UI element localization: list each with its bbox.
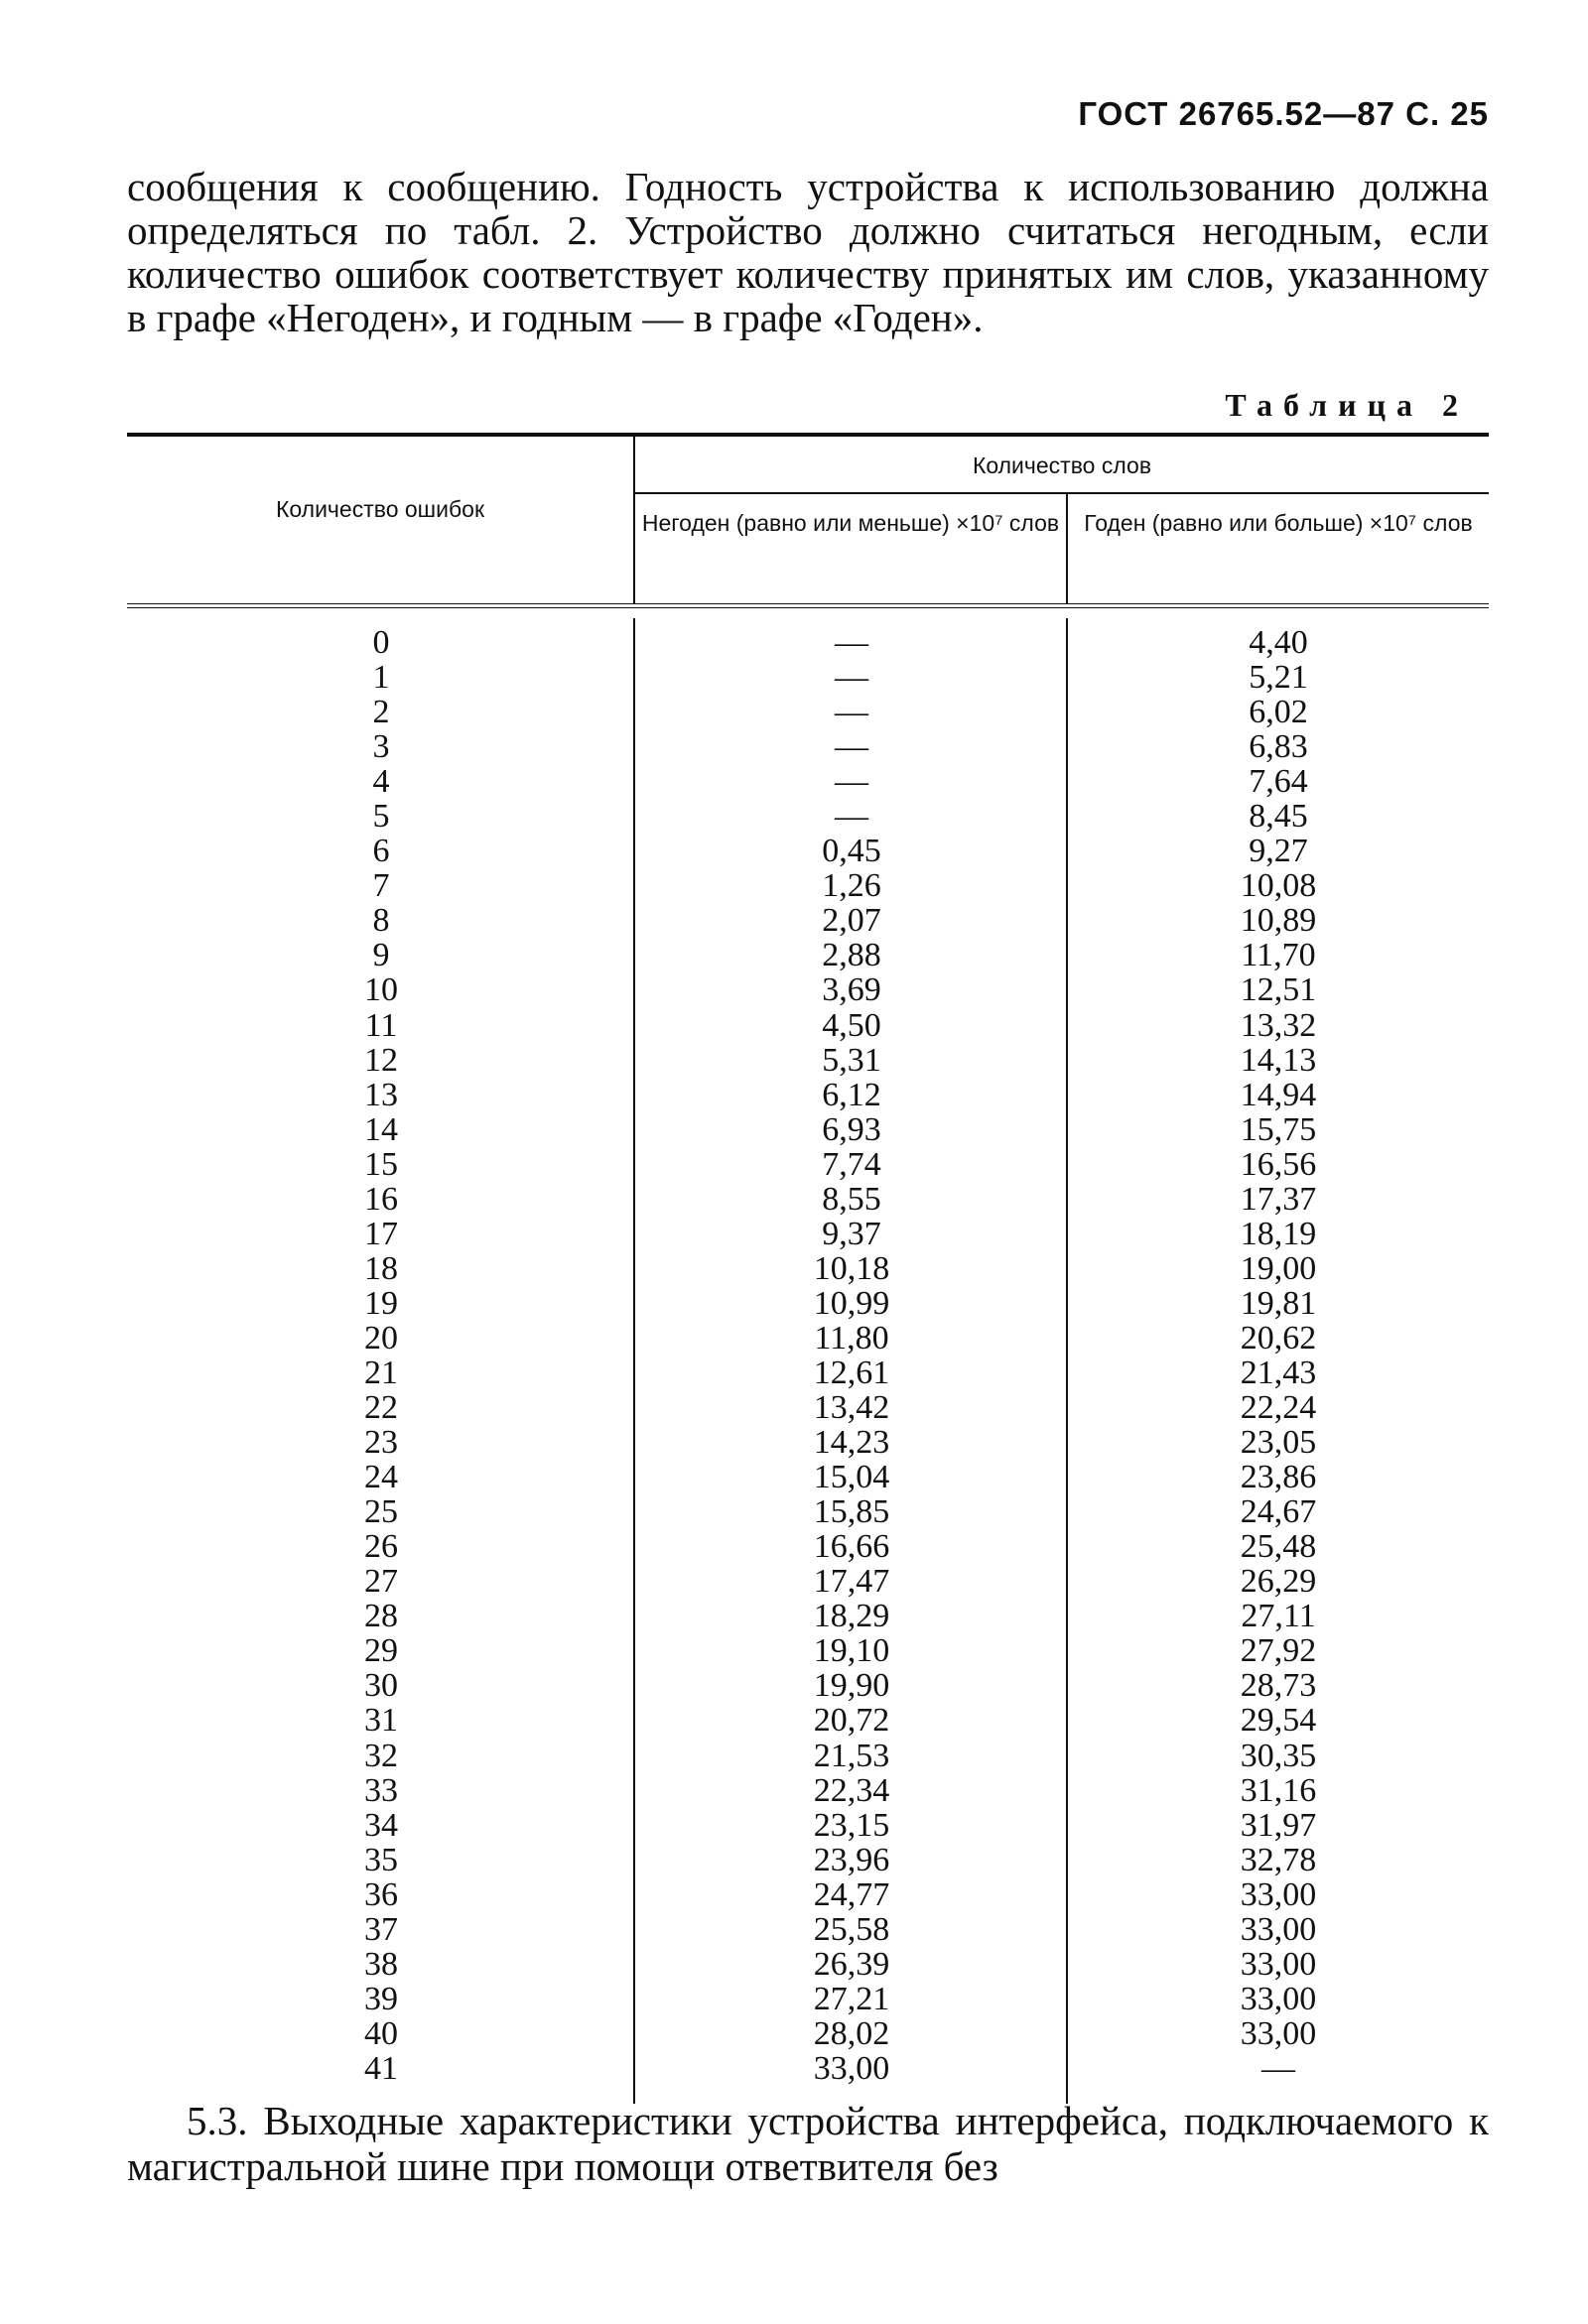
cell-errors: 31 <box>364 1702 398 1740</box>
cell-errors: 1 <box>372 659 390 697</box>
cell-fit: 10,08 <box>1240 867 1317 905</box>
table-caption: Таблица 2 <box>1225 387 1469 423</box>
cell-errors: 25 <box>364 1493 398 1531</box>
cell-fit: 13,32 <box>1240 1006 1317 1044</box>
table-row <box>127 1147 1489 1182</box>
cell-unfit: 19,10 <box>813 1632 890 1670</box>
cell-fit: 4,40 <box>1249 624 1308 661</box>
table-row <box>127 1182 1489 1217</box>
cell-unfit: 27,21 <box>813 1980 890 2017</box>
cell-errors: 14 <box>364 1110 398 1148</box>
table-row <box>127 972 1489 1007</box>
cell-errors: 16 <box>364 1180 398 1218</box>
cell-errors: 8 <box>372 902 390 940</box>
cell-fit: 8,45 <box>1249 798 1308 836</box>
cell-unfit: — <box>835 624 868 661</box>
cell-unfit: 12,61 <box>813 1354 890 1391</box>
table-row <box>127 1112 1489 1147</box>
cell-unfit: 24,77 <box>813 1875 890 1913</box>
cell-errors: 27 <box>364 1563 398 1601</box>
cell-fit: 26,29 <box>1240 1563 1317 1601</box>
cell-errors: 34 <box>364 1806 398 1844</box>
cell-unfit: 2,07 <box>822 902 881 940</box>
cell-unfit: 2,88 <box>822 937 881 974</box>
cell-errors: 28 <box>364 1598 398 1635</box>
cell-fit: 19,81 <box>1240 1284 1317 1322</box>
table-row <box>127 1739 1489 1773</box>
cell-errors: 21 <box>364 1354 398 1391</box>
cell-unfit: 5,31 <box>822 1041 881 1079</box>
table-row <box>127 1773 1489 1808</box>
cell-fit: 6,02 <box>1249 694 1308 731</box>
cell-fit: 33,00 <box>1240 1910 1317 1948</box>
cell-unfit: 4,50 <box>822 1006 881 1044</box>
cell-fit: 27,11 <box>1241 1598 1316 1635</box>
table-row <box>127 1425 1489 1460</box>
cell-unfit: 15,04 <box>813 1459 890 1496</box>
table-row <box>127 1286 1489 1321</box>
table-row <box>127 1529 1489 1564</box>
cell-fit: 23,86 <box>1240 1459 1317 1496</box>
table-row <box>127 1877 1489 1912</box>
table-row <box>127 1947 1489 1982</box>
header-errors-count: Количество ошибок <box>275 496 485 522</box>
cell-errors: 30 <box>364 1667 398 1705</box>
cell-unfit: — <box>835 694 868 731</box>
cell-errors: 29 <box>364 1632 398 1670</box>
table-row <box>127 2051 1489 2086</box>
cell-unfit: 7,74 <box>822 1145 881 1183</box>
cell-unfit: 11,80 <box>814 1319 889 1356</box>
cell-fit: 33,00 <box>1240 2014 1317 2052</box>
table-row <box>127 1356 1489 1390</box>
table-row <box>127 903 1489 938</box>
table-row <box>127 834 1489 868</box>
table-row <box>127 729 1489 764</box>
cell-unfit: 17,47 <box>813 1563 890 1601</box>
cell-errors: 41 <box>364 2049 398 2087</box>
cell-unfit: 0,45 <box>822 833 881 870</box>
cell-errors: 12 <box>364 1041 398 1079</box>
cell-unfit: 23,96 <box>813 1841 890 1878</box>
cell-unfit: 21,53 <box>813 1737 890 1774</box>
cell-errors: 36 <box>364 1875 398 1913</box>
table-row <box>127 938 1489 972</box>
cell-errors: 0 <box>372 624 390 661</box>
cell-errors: 32 <box>364 1737 398 1774</box>
cell-errors: 3 <box>372 728 390 766</box>
cell-errors: 24 <box>364 1459 398 1496</box>
cell-fit: 23,05 <box>1240 1424 1317 1462</box>
table-row <box>127 1599 1489 1633</box>
cell-fit: 30,35 <box>1240 1737 1317 1774</box>
cell-unfit: — <box>835 659 868 697</box>
cell-fit: 10,89 <box>1240 902 1317 940</box>
cell-errors: 39 <box>364 1980 398 2017</box>
cell-errors: 35 <box>364 1841 398 1878</box>
cell-unfit: — <box>835 798 868 836</box>
table-row <box>127 2016 1489 2051</box>
cell-fit: 11,70 <box>1241 937 1316 974</box>
table-row <box>127 1008 1489 1043</box>
cell-unfit: 18,29 <box>813 1598 890 1635</box>
cell-fit: 21,43 <box>1240 1354 1317 1391</box>
table-row <box>127 1912 1489 1947</box>
cell-errors: 2 <box>372 694 390 731</box>
intro-paragraph: сообщения к сообщению. Годность устройства к использованию должна определяться по табл. 2. Устройство должно считаться негодным, если количество ошибок соответствует количеству принятых им слов, указанному в графе «Негоден», и годным — в графе «Годен». <box>127 164 1489 340</box>
header-words-count: Количество слов <box>972 452 1152 478</box>
table-row <box>127 1321 1489 1356</box>
cell-fit: 33,00 <box>1240 1875 1317 1913</box>
cell-errors: 9 <box>372 937 390 974</box>
cell-errors: 40 <box>364 2014 398 2052</box>
cell-errors: 18 <box>364 1249 398 1287</box>
cell-errors: 13 <box>364 1076 398 1113</box>
cell-fit: 28,73 <box>1240 1667 1317 1705</box>
cell-errors: 11 <box>364 1006 398 1044</box>
table-row <box>127 660 1489 695</box>
table-row <box>127 1668 1489 1703</box>
cell-errors: 37 <box>364 1910 398 1948</box>
cell-fit: 32,78 <box>1240 1841 1317 1878</box>
table-body <box>127 608 1489 2104</box>
cell-unfit: 1,26 <box>822 867 881 905</box>
table-row <box>127 799 1489 834</box>
table-row <box>127 625 1489 660</box>
table-row <box>127 1043 1489 1078</box>
cell-errors: 38 <box>364 1945 398 1983</box>
table-row <box>127 1564 1489 1599</box>
header-fit: Годен (равно или больше) ×10⁷ слов <box>1084 510 1473 536</box>
cell-errors: 10 <box>364 971 398 1009</box>
cell-fit: 16,56 <box>1240 1145 1317 1183</box>
table-row <box>127 868 1489 903</box>
cell-errors: 5 <box>372 798 390 836</box>
cell-unfit: 6,12 <box>822 1076 881 1113</box>
cell-errors: 15 <box>364 1145 398 1183</box>
cell-unfit: 8,55 <box>822 1180 881 1218</box>
page-header: ГОСТ 26765.52—87 С. 25 <box>1078 95 1489 132</box>
cell-fit: 7,64 <box>1249 763 1308 801</box>
cell-fit: 19,00 <box>1240 1249 1317 1287</box>
cell-fit: 14,13 <box>1240 1041 1317 1079</box>
cell-fit: 27,92 <box>1240 1632 1317 1670</box>
cell-fit: 22,24 <box>1240 1389 1317 1427</box>
table-row <box>127 764 1489 799</box>
table-row <box>127 1390 1489 1425</box>
cell-fit: — <box>1261 2049 1295 2087</box>
cell-fit: 6,83 <box>1249 728 1308 766</box>
table-row <box>127 1251 1489 1286</box>
body-divider-1 <box>633 618 635 2104</box>
cell-errors: 7 <box>372 867 390 905</box>
cell-errors: 17 <box>364 1215 398 1252</box>
cell-fit: 31,97 <box>1240 1806 1317 1844</box>
header-divider-2 <box>1066 492 1068 603</box>
cell-unfit: — <box>835 728 868 766</box>
cell-errors: 23 <box>364 1424 398 1462</box>
cell-unfit: 20,72 <box>813 1702 890 1740</box>
table-row <box>127 1217 1489 1251</box>
cell-unfit: 3,69 <box>822 971 881 1009</box>
cell-unfit: 10,99 <box>813 1284 890 1322</box>
cell-errors: 33 <box>364 1771 398 1809</box>
table-row <box>127 1843 1489 1877</box>
cell-unfit: 33,00 <box>813 2049 890 2087</box>
cell-unfit: 23,15 <box>813 1806 890 1844</box>
cell-fit: 14,94 <box>1240 1076 1317 1113</box>
table-row <box>127 1078 1489 1112</box>
table-row <box>127 695 1489 729</box>
cell-unfit: 22,34 <box>813 1771 890 1809</box>
cell-errors: 4 <box>372 763 390 801</box>
cell-fit: 25,48 <box>1240 1528 1317 1566</box>
cell-fit: 29,54 <box>1240 1702 1317 1740</box>
cell-unfit: 16,66 <box>813 1528 890 1566</box>
cell-unfit: 28,02 <box>813 2014 890 2052</box>
cell-unfit: 15,85 <box>813 1493 890 1531</box>
cell-unfit: 19,90 <box>813 1667 890 1705</box>
body-divider-2 <box>1066 618 1068 2104</box>
cell-unfit: 13,42 <box>813 1389 890 1427</box>
table-row <box>127 1633 1489 1668</box>
cell-unfit: 10,18 <box>813 1249 890 1287</box>
cell-fit: 12,51 <box>1240 971 1317 1009</box>
cell-unfit: 9,37 <box>822 1215 881 1252</box>
cell-unfit: 14,23 <box>813 1424 890 1462</box>
section-5-3-text: 5.3. Выходные характеристики устройства интерфейса, подключаемого к магистральной шине при помощи ответвителя без <box>127 2098 1489 2189</box>
cell-fit: 18,19 <box>1240 1215 1317 1252</box>
cell-fit: 33,00 <box>1240 1980 1317 2017</box>
cell-fit: 15,75 <box>1240 1110 1317 1148</box>
cell-unfit: 6,93 <box>822 1110 881 1148</box>
header-group-rule <box>635 492 1489 494</box>
header-unfit: Негоден (равно или меньше) ×10⁷ слов <box>641 510 1060 536</box>
cell-fit: 5,21 <box>1249 659 1308 697</box>
cell-fit: 9,27 <box>1249 833 1308 870</box>
cell-fit: 24,67 <box>1240 1493 1317 1531</box>
cell-fit: 20,62 <box>1240 1319 1317 1356</box>
table-row <box>127 1703 1489 1738</box>
cell-unfit: 26,39 <box>813 1945 890 1983</box>
cell-fit: 17,37 <box>1240 1180 1317 1218</box>
table-row <box>127 1460 1489 1494</box>
cell-errors: 20 <box>364 1319 398 1356</box>
cell-errors: 26 <box>364 1528 398 1566</box>
table-row <box>127 1982 1489 2016</box>
cell-errors: 6 <box>372 833 390 870</box>
cell-errors: 19 <box>364 1284 398 1322</box>
table-row <box>127 1494 1489 1529</box>
cell-errors: 22 <box>364 1389 398 1427</box>
table-header <box>127 437 1489 603</box>
section-5-3-paragraph <box>127 2098 1489 2189</box>
cell-fit: 33,00 <box>1240 1945 1317 1983</box>
cell-unfit: 25,58 <box>813 1910 890 1948</box>
table-2 <box>127 433 1489 2104</box>
cell-unfit: — <box>835 763 868 801</box>
table-row <box>127 1808 1489 1843</box>
cell-fit: 31,16 <box>1240 1771 1317 1809</box>
